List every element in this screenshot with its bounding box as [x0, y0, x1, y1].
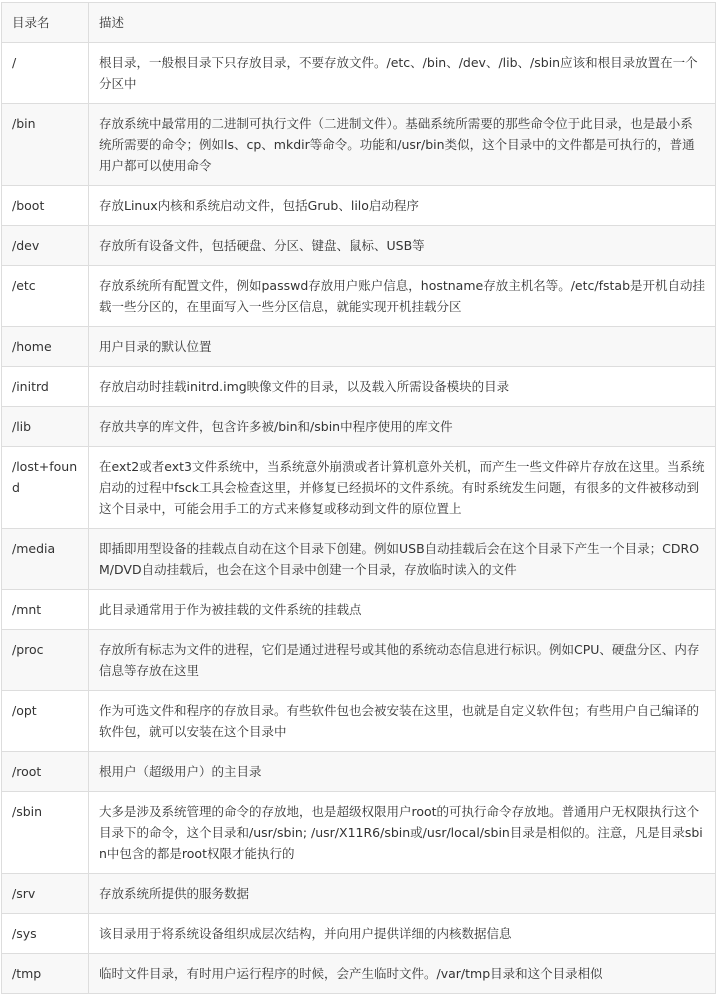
table-row — [2, 529, 716, 590]
dir-name-cell: /home — [2, 327, 89, 367]
description-cell: 此目录通常用于作为被挂载的文件系统的挂载点 — [89, 590, 716, 630]
description-cell: 存放所有标志为文件的进程，它们是通过进程号或其他的系统动态信息进行标识。例如CPU、硬盘分区、内存信息等存放在这里 — [89, 630, 716, 691]
table-row — [2, 104, 716, 186]
dir-name-cell: /sys — [2, 914, 89, 954]
dir-name-cell: /opt — [2, 691, 89, 752]
description-cell: 作为可选文件和程序的存放目录。有些软件包也会被安装在这里，也就是自定义软件包；有些用户自己编译的软件包，就可以安装在这个目录中 — [89, 691, 716, 752]
dir-name-cell: /srv — [2, 874, 89, 914]
table-row — [2, 874, 716, 914]
directory-table — [1, 2, 716, 994]
table-row — [2, 752, 716, 792]
table-body — [2, 3, 716, 994]
description-cell: 根目录，一般根目录下只存放目录，不要存放文件。/etc、/bin、/dev、/lib、/sbin应该和根目录放置在一个分区中 — [89, 43, 716, 104]
table-row — [2, 691, 716, 752]
dir-name-cell: /root — [2, 752, 89, 792]
table-row — [2, 792, 716, 874]
table-row — [2, 407, 716, 447]
dir-name-cell: /mnt — [2, 590, 89, 630]
table-row — [2, 327, 716, 367]
dir-name-cell: / — [2, 43, 89, 104]
description-cell: 大多是涉及系统管理的命令的存放地，也是超级权限用户root的可执行命令存放地。普通用户无权限执行这个目录下的命令，这个目录和/usr/sbin; /usr/X11R6/sbin或/usr/local/sbin目录是相似的。注意，凡是目录sbin中包含的都是root权限才能执行的 — [89, 792, 716, 874]
table-row — [2, 43, 716, 104]
dir-name-cell: /lost+found — [2, 447, 89, 529]
table-row — [2, 914, 716, 954]
table-row — [2, 266, 716, 327]
description-cell: 存放启动时挂载initrd.img映像文件的目录，以及载入所需设备模块的目录 — [89, 367, 716, 407]
table-row — [2, 447, 716, 529]
table-row — [2, 630, 716, 691]
description-cell: 该目录用于将系统设备组织成层次结构，并向用户提供详细的内核数据信息 — [89, 914, 716, 954]
table-row — [2, 954, 716, 994]
dir-name-cell: /etc — [2, 266, 89, 327]
table-row — [2, 367, 716, 407]
description-cell: 根用户（超级用户）的主目录 — [89, 752, 716, 792]
description-cell: 存放系统中最常用的二进制可执行文件（二进制文件）。基础系统所需要的那些命令位于此目录，也是最小系统所需要的命令；例如ls、cp、mkdir等命令。功能和/usr/bin类似，这个目录中的文件都是可执行的，普通用户都可以使用命令 — [89, 104, 716, 186]
dir-name-cell: /tmp — [2, 954, 89, 994]
header-description: 描述 — [89, 3, 716, 43]
description-cell: 存放系统所有配置文件，例如passwd存放用户账户信息，hostname存放主机名等。/etc/fstab是开机自动挂载一些分区的，在里面写入一些分区信息，就能实现开机挂载分区 — [89, 266, 716, 327]
description-cell: 用户目录的默认位置 — [89, 327, 716, 367]
description-cell: 存放系统所提供的服务数据 — [89, 874, 716, 914]
description-cell: 存放所有设备文件，包括硬盘、分区、键盘、鼠标、USB等 — [89, 226, 716, 266]
dir-name-cell: /lib — [2, 407, 89, 447]
table-header-row — [2, 3, 716, 43]
dir-name-cell: /bin — [2, 104, 89, 186]
description-cell: 存放共享的库文件，包含许多被/bin和/sbin中程序使用的库文件 — [89, 407, 716, 447]
table-row — [2, 590, 716, 630]
description-cell: 在ext2或者ext3文件系统中，当系统意外崩溃或者计算机意外关机，而产生一些文件碎片存放在这里。当系统启动的过程中fsck工具会检查这里，并修复已经损坏的文件系统。有时系统发生问题，有很多的文件被移动到这个目录中，可能会用手工的方式来修复或移动到文件的原位置上 — [89, 447, 716, 529]
table-row — [2, 226, 716, 266]
description-cell: 临时文件目录，有时用户运行程序的时候，会产生临时文件。/var/tmp目录和这个目录相似 — [89, 954, 716, 994]
description-cell: 存放Linux内核和系统启动文件，包括Grub、lilo启动程序 — [89, 186, 716, 226]
description-cell: 即插即用型设备的挂载点自动在这个目录下创建。例如USB自动挂载后会在这个目录下产生一个目录；CDROM/DVD自动挂载后，也会在这个目录中创建一个目录，存放临时读入的文件 — [89, 529, 716, 590]
dir-name-cell: /sbin — [2, 792, 89, 874]
dir-name-cell: /dev — [2, 226, 89, 266]
table-row — [2, 186, 716, 226]
dir-name-cell: /media — [2, 529, 89, 590]
dir-name-cell: /boot — [2, 186, 89, 226]
header-dir-name: 目录名 — [2, 3, 89, 43]
dir-name-cell: /proc — [2, 630, 89, 691]
dir-name-cell: /initrd — [2, 367, 89, 407]
